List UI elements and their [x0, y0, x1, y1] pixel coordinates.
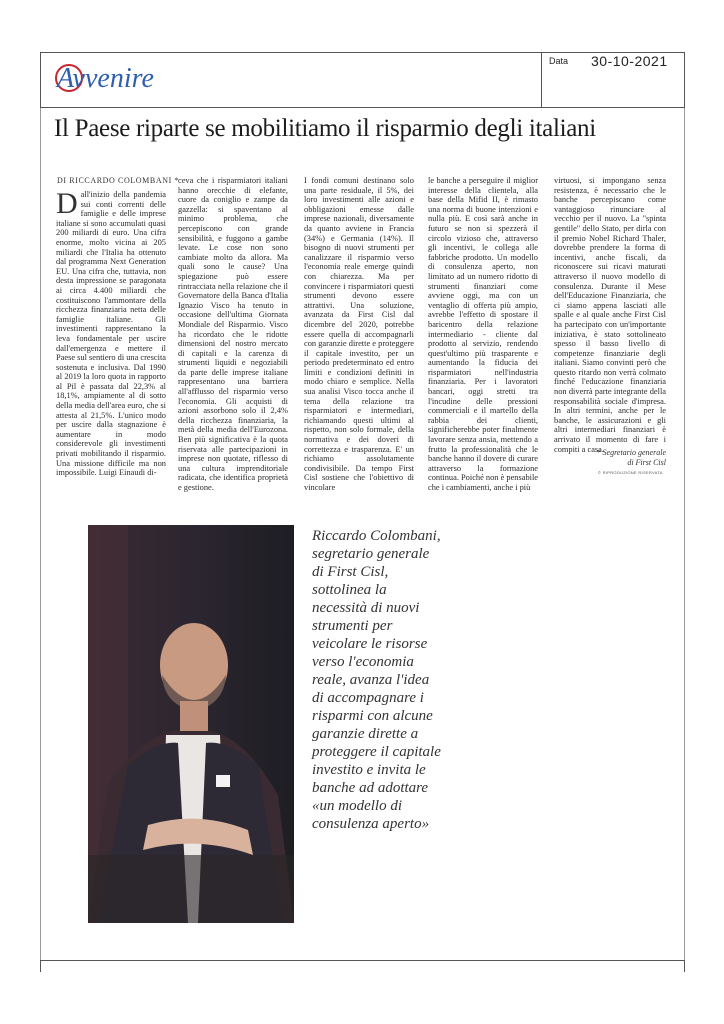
article-column-1	[56, 190, 166, 520]
dropcap: D	[56, 190, 78, 220]
byline	[57, 176, 179, 185]
column-1-text: all'inizio della pandemia sui conti correnti delle famiglie e delle imprese italiane si sono accumulati quasi 200 miliardi di euro. Una cifra enorme, molto vicina ai 205 miliardi che l'Italia ha ottenuto dal programma Next Generation EU. Una cifra che, tuttavia, non desta impressione se paragonata ai circa 4.400 miliardi che costituiscono l'ammontare della ricchezza finanziaria netta delle famiglie italiane. Gli investimenti rappresentano la leva fondamentale per uscire dall'emergenza e mettere il Paese sul sentiero di una crescita sostenuta e inclusiva. Dal 1990 al 2019 la loro quota in rapporto al Pil è passata dal 22,3% al 18,1%, ampiamente al di sotto della media dell'area euro, che si attesta al 21,5%. L'unico modo per uscire dalla stagnazione è aumentare in modo considerevole gli investimenti privati mobilitando il risparmio. Una missione difficile ma non impossibile. Luigi Einaudi di-	[56, 190, 166, 478]
article-column-5: virtuosi, si impongano senza resistenza, è necessario che le banche percepiscano come vantaggioso rinunciare al vecchio per il nuovo. La "spinta gentile" dello Stato, per dirla con il premio Nobel Richard Thaler, dovrebbe prendere la forma di incentivi, anche fiscali, da riconoscere sui ricavi maturati attraverso il nuovo modello di consulenza. Durante il Mese dell'Educazione Finanziaria, che ci siamo appena lasciati alle spalle e al quale anche First Cisl ha partecipato con un'importante iniziativa, è stato sottolineato spesso il basso livello di competenze finanziarie degli italiani. Siamo convinti però che questo ritardo non verrà colmato finché l'educazione finanziaria non diverrà parte integrante della responsabilità sociale d'impresa. In altri termini, anche per le banche, le assicurazioni e gli altri intermediari finanziari è arrivato il momento di fare i compiti a casa.	[554, 176, 666, 454]
article-column-2: ceva che i risparmiatori italiani hanno orecchie di elefante, cuore da coniglio e zampe da gazzella: si spaventano al minimo problema, che percepiscono con grande sensibilità, e fuggono a gambe levate. Le cose non sono cambiate molto da allora. Ma quali sono le cause? Una spiegazione può essere rintracciata nella relazione che il Governatore della Banca d'Italia Ignazio Visco ha tenuto in occasione dell'ultima Giornata Mondiale del Risparmio. Visco ha ricordato che le ridotte dimensioni del nostro mercato di capitali e la carenza di strumenti liquidi e negoziabili da parte delle imprese italiane rappresentano una barriera all'afflusso del risparmio verso l'economia. Gli acquisti di azioni assorbono solo il 2,4% della ricchezza finanziaria, la metà della media dell'Eurozona. Ben più significativa è la quota riservata alle partecipazioni in imprese non quotate, riflesso di una cultura imprenditoriale radicata, che identifica proprietà e gestione.	[178, 176, 288, 492]
footer-frame	[40, 960, 685, 972]
article-headline: Il Paese riparte se mobilitiamo il risparmio degli italiani	[54, 115, 596, 142]
author-photo	[88, 525, 294, 923]
signature-line-2: di First Cisl	[627, 458, 666, 467]
logo-text: Avvenire	[57, 63, 154, 94]
date-value: 30-10-2021	[591, 53, 668, 69]
reproduction-credit: © RIPRODUZIONE RISERVATA	[598, 470, 663, 475]
author-signature	[570, 448, 666, 468]
byline-name: RICCARDO COLOMBANI	[69, 176, 172, 185]
byline-suffix: *	[174, 176, 180, 185]
article-column-4: le banche a perseguire il miglior interesse della clientela, alla base della Mifid II, è rimasto una norma di buone intenzioni e nulla più. E così sarà anche in futuro se non si spezzerà il circolo vizioso che, attraverso gli incentivi, le collega alle fabbriche prodotto. Un modello di consulenza aperto, non limitato ad un numero ridotto di strumenti finanziari come avviene oggi, ma con un ventaglio di offerta più ampio, avrebbe l'effetto di spostare il baricentro della relazione intermediario - cliente dal prodotto al servizio, rendendo quest'ultimo più trasparente e aumentando la fiducia dei risparmiatori nell'industria finanziaria. Per i lavoratori bancari, oggi stretti tra l'incudine delle pressioni commerciali e il martello della rabbia dei clienti, significherebbe poter finalmente lavorare senza ansia, mettendo a frutto la professionalità che le banche hanno il dovere di curare attraverso la formazione continua. Poiché non è pensabile che i cambiamenti, anche i più	[428, 176, 538, 492]
article-column-3: I fondi comuni destinano solo una parte residuale, il 5%, dei loro investimenti alle azioni e obbligazioni emesse dalle imprese nazionali, diversamente da quanto avviene in Francia (34%) e Germania (14%). Il bisogno di nuovi strumenti per canalizzare il risparmio verso l'economia reale emerge quindi con chiarezza. Ma per convincere i risparmiatori questi strumenti devono essere attrattivi. Una soluzione, avanzata da First Cisl dal dicembre del 2020, potrebbe essere quella di accompagnarli con garanzie dirette e proteggere il capitale investito, per un periodo predeterminato ed entro limiti e condizioni definiti in modo chiaro e semplice. Nella sua analisi Visco tocca anche il tema della relazione tra risparmiatori e intermediari, richiamando questi ultimi al rispetto, non solo formale, della normativa e dei doveri di correttezza e trasparenza. E' un richiamo assolutamente condivisibile. Da tempo First Cisl sostiene che l'obiettivo di vincolare	[304, 176, 414, 492]
avvenire-logo	[55, 58, 205, 98]
photo-illustration	[88, 525, 294, 923]
right-rule	[684, 108, 685, 970]
header-divider	[541, 53, 542, 108]
left-rule	[40, 108, 41, 970]
header-frame	[40, 52, 685, 108]
date-label: Data	[549, 56, 569, 66]
signature-line-1: * Segretario generale	[596, 448, 666, 457]
byline-prefix: DI	[57, 176, 67, 185]
photo-caption: Riccardo Colombani, segretario generale di First Cisl, sottolinea la necessità di nuovi strumenti per veicolare le risorse verso l'economia reale, avanza l'idea di accompagnare i risparmi con alcune garanzie dirette a proteggere il capitale investito e invita le banche ad adottare «un modello di consulenza aperto»	[312, 528, 441, 832]
